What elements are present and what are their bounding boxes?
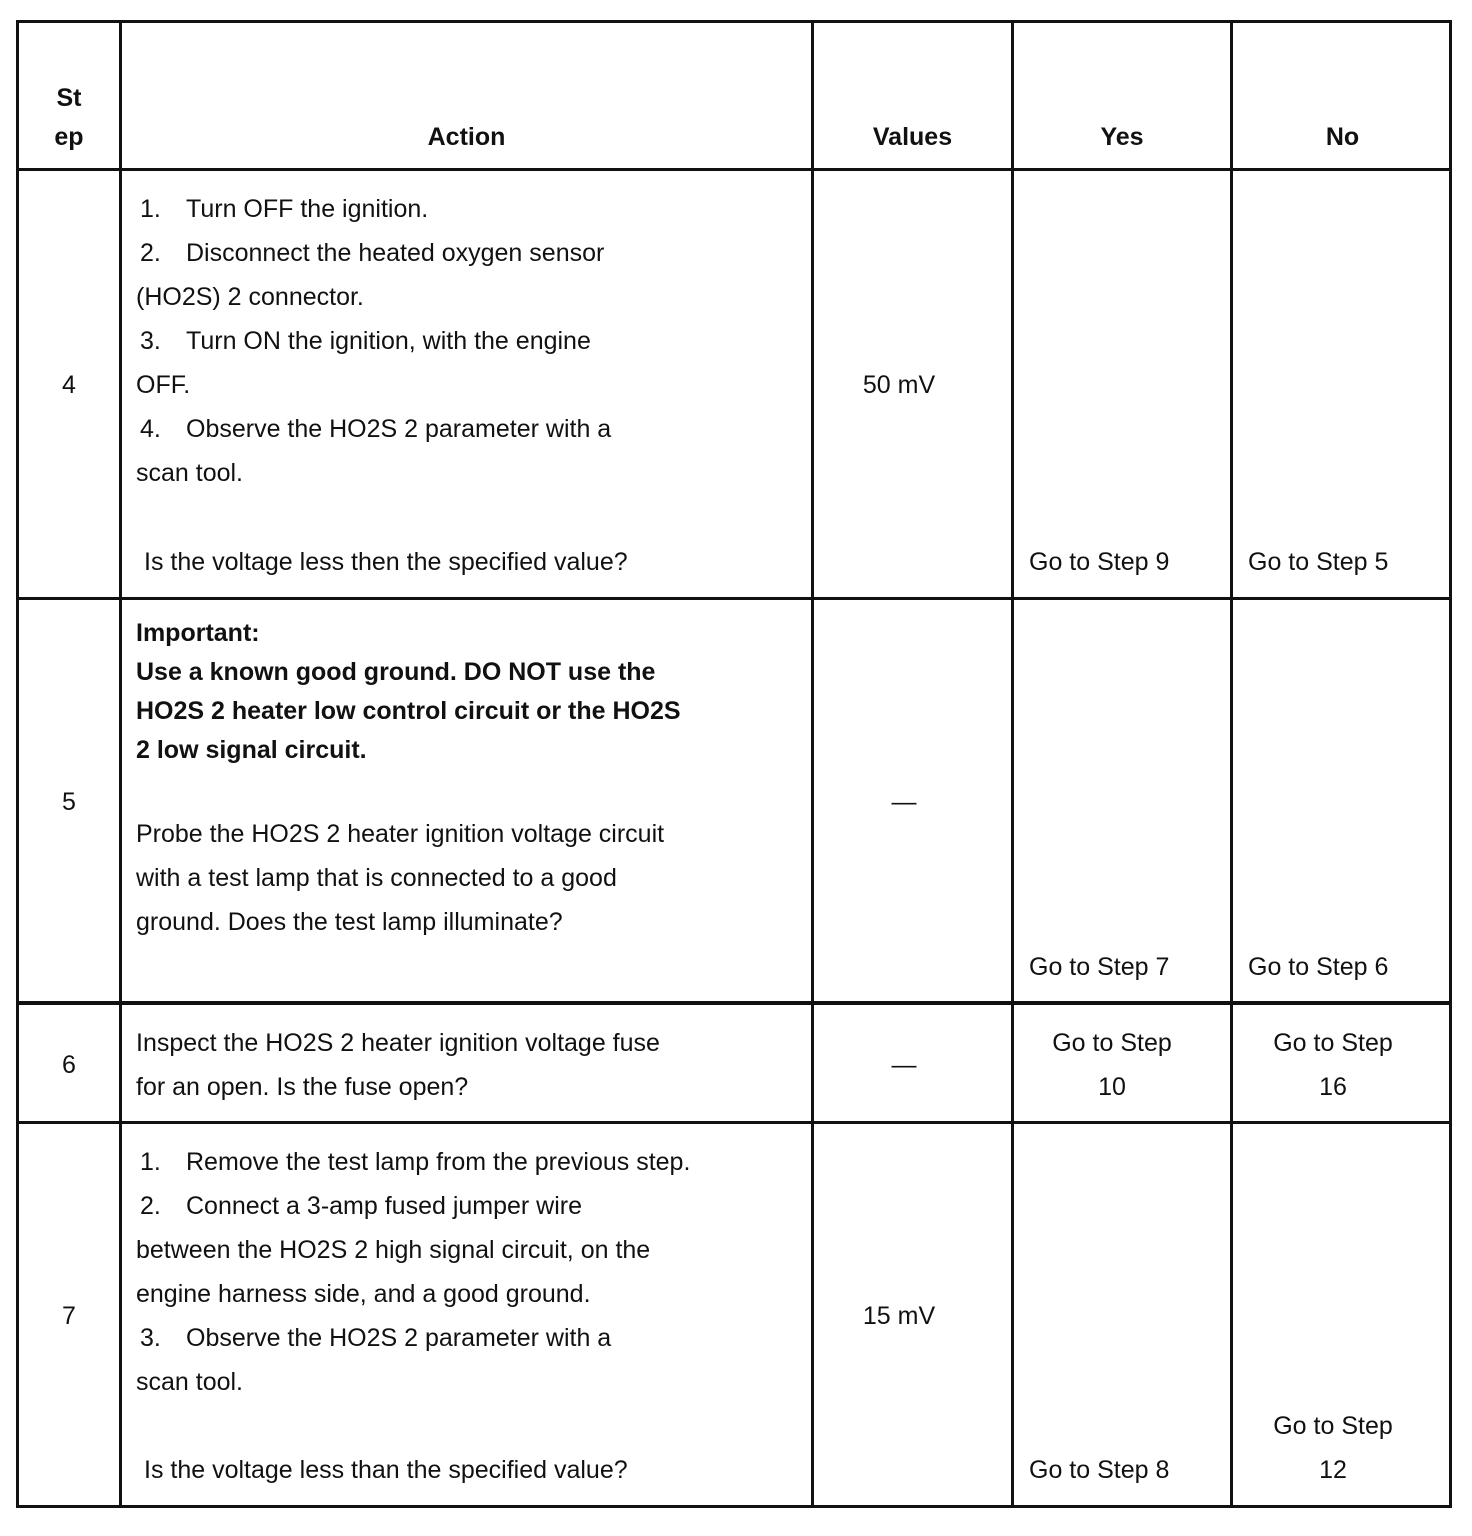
yes-cell: Go to Step 9	[1029, 548, 1170, 576]
list-item-continuation: OFF.	[136, 371, 191, 399]
important-line: HO2S 2 heater low control circuit or the HO2S	[136, 697, 681, 725]
header-values: Values	[872, 123, 953, 151]
step-number: 6	[62, 1051, 76, 1079]
no-line: Go to Step	[1273, 1029, 1393, 1057]
list-item-continuation: scan tool.	[136, 459, 244, 487]
row-divider	[19, 1121, 1449, 1124]
list-item: 3. Turn ON the ignition, with the engine	[140, 327, 591, 355]
row-divider	[19, 597, 1449, 600]
header-step-line2: ep	[54, 123, 84, 151]
important-line: 2 low signal circuit.	[136, 736, 367, 764]
column-divider	[1011, 23, 1014, 1505]
question-text: Is the voltage less then the specified value?	[144, 548, 628, 576]
diagnostic-table	[16, 20, 1452, 1508]
header-action: Action	[427, 123, 506, 151]
row-divider	[19, 1001, 1449, 1005]
question-text: Is the voltage less than the specified value?	[144, 1456, 628, 1484]
list-item: 2. Disconnect the heated oxygen sensor	[140, 239, 605, 267]
no-line: 12	[1319, 1456, 1347, 1484]
action-cell-step-5	[136, 812, 664, 944]
action-cell-step-4	[136, 187, 611, 495]
list-item-continuation: (HO2S) 2 connector.	[136, 283, 364, 311]
step-number: 5	[62, 788, 76, 816]
yes-cell: Go to Step 8	[1029, 1456, 1170, 1484]
list-item-continuation: scan tool.	[136, 1368, 244, 1396]
yes-line: Go to Step	[1052, 1029, 1172, 1057]
value-cell: 50 mV	[862, 371, 936, 399]
value-cell: —	[891, 1051, 917, 1079]
body-line: Inspect the HO2S 2 heater ignition voltage fuse	[136, 1029, 660, 1057]
column-divider	[811, 23, 814, 1505]
yes-cell: Go to Step 7	[1029, 953, 1170, 981]
header-no: No	[1325, 123, 1360, 151]
list-item: 4. Observe the HO2S 2 parameter with a	[140, 415, 612, 443]
list-item: 2. Connect a 3-amp fused jumper wire	[140, 1192, 583, 1220]
no-cell: Go to Step 5	[1248, 548, 1389, 576]
row-divider	[19, 168, 1449, 171]
no-cell	[1233, 1404, 1433, 1492]
list-item: 3. Observe the HO2S 2 parameter with a	[140, 1324, 612, 1352]
value-cell: 15 mV	[862, 1302, 936, 1330]
list-item-continuation: engine harness side, and a good ground.	[136, 1280, 591, 1308]
body-line: ground. Does the test lamp illuminate?	[136, 908, 563, 936]
no-line: Go to Step	[1273, 1412, 1393, 1440]
value-cell: —	[891, 788, 917, 816]
column-divider	[119, 23, 122, 1505]
header-step	[19, 79, 119, 157]
step-number: 4	[62, 371, 76, 399]
step-number: 7	[62, 1302, 76, 1330]
body-line: for an open. Is the fuse open?	[136, 1073, 469, 1101]
header-step-line1: St	[56, 84, 82, 112]
no-line: 16	[1319, 1073, 1347, 1101]
list-item: 1. Remove the test lamp from the previous step.	[140, 1148, 691, 1176]
header-yes: Yes	[1100, 123, 1144, 151]
important-note	[136, 614, 681, 770]
action-cell-step-7	[136, 1140, 690, 1404]
yes-line: 10	[1098, 1073, 1126, 1101]
body-line: Probe the HO2S 2 heater ignition voltage circuit	[136, 820, 665, 848]
no-cell: Go to Step 6	[1248, 953, 1389, 981]
important-label: Important:	[136, 619, 260, 647]
yes-cell	[1014, 1021, 1210, 1109]
no-cell	[1233, 1021, 1433, 1109]
list-item-continuation: between the HO2S 2 high signal circuit, on the	[136, 1236, 651, 1264]
body-line: with a test lamp that is connected to a good	[136, 864, 617, 892]
action-cell-step-6	[136, 1021, 660, 1109]
list-item: 1. Turn OFF the ignition.	[140, 195, 429, 223]
important-line: Use a known good ground. DO NOT use the	[136, 658, 656, 686]
column-divider	[1230, 23, 1233, 1505]
